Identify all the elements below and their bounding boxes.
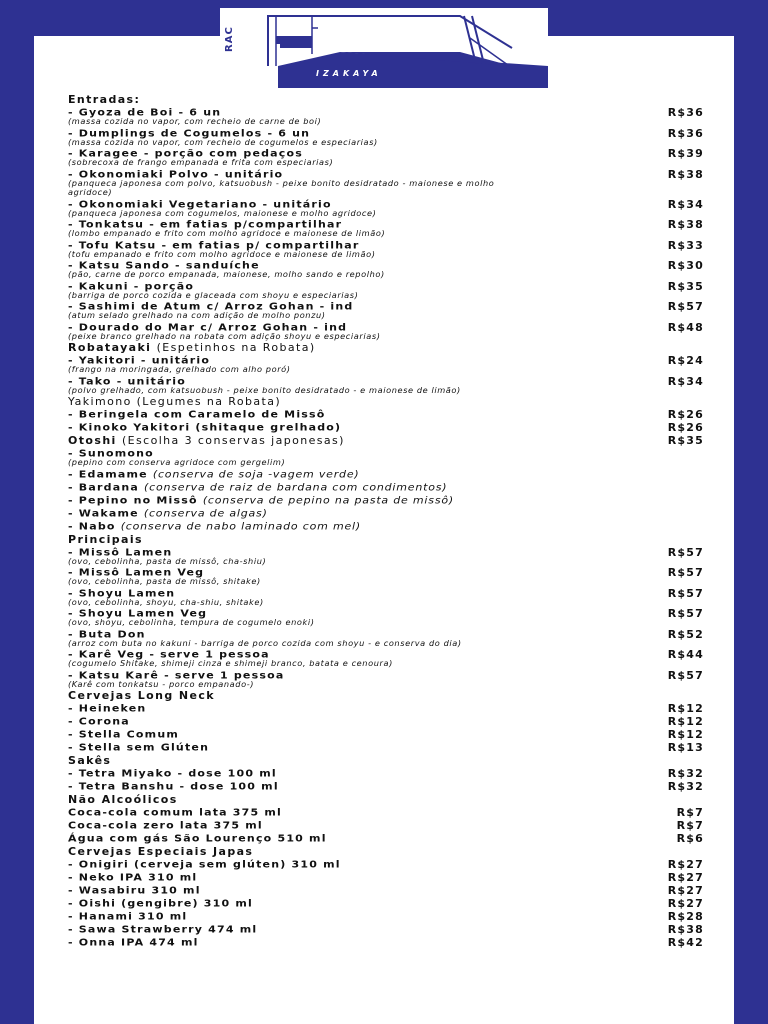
menu-item <box>68 494 710 507</box>
menu-item <box>68 715 710 728</box>
item-name <box>68 198 710 210</box>
menu-item <box>68 218 710 239</box>
section-title: Sakês <box>68 754 112 767</box>
section-heading <box>68 533 710 546</box>
item-description: (peixe branco grelhado na robata com adição shoyu e especiarias) <box>68 330 381 341</box>
item-description: (conserva de algas) <box>143 507 268 519</box>
item-name <box>68 833 710 845</box>
item-name-text: - Stella sem Glúten <box>68 741 210 754</box>
item-name <box>68 820 710 832</box>
menu-item <box>68 127 710 148</box>
item-name-text: Água com gás São Lourenço 510 ml <box>68 832 327 845</box>
menu-list <box>68 93 710 949</box>
menu-item <box>68 421 710 434</box>
item-name <box>68 494 710 506</box>
item-name <box>68 468 710 480</box>
item-price: R$33 <box>667 238 704 252</box>
section-subtitle: Yakimono (Legumes na Robata) <box>68 395 282 408</box>
item-name-text: - Kakuni - porção <box>68 280 195 292</box>
section-heading <box>68 845 710 858</box>
logo-text: IZAKAYA <box>316 69 382 78</box>
item-name <box>68 924 710 936</box>
menu-item <box>68 106 710 127</box>
item-price: R$48 <box>667 320 704 334</box>
item-name <box>68 321 710 333</box>
logo-graphic <box>220 8 548 92</box>
menu-item <box>68 607 710 628</box>
menu-item <box>68 168 710 198</box>
item-name <box>68 911 710 923</box>
menu-item <box>68 741 710 754</box>
item-price: R$38 <box>667 167 704 181</box>
item-name <box>68 781 710 793</box>
item-price: R$12 <box>667 702 704 715</box>
item-name-text: - Missô Lamen <box>68 546 173 558</box>
item-price: R$57 <box>667 607 704 620</box>
section-heading <box>68 395 710 408</box>
menu-item <box>68 198 710 219</box>
menu-item <box>68 375 710 396</box>
menu-item <box>68 147 710 168</box>
item-name <box>68 355 710 367</box>
item-name-text: - Wasabiru 310 ml <box>68 884 201 897</box>
item-name <box>68 567 710 579</box>
menu-item <box>68 936 710 949</box>
item-name-text: - Sawa Strawberry 474 ml <box>68 923 258 936</box>
item-name-text: - Sashimi de Atum c/ Arroz Gohan - ind <box>68 300 354 313</box>
item-price: R$39 <box>667 147 704 160</box>
item-price: R$7 <box>676 806 704 819</box>
item-price: R$57 <box>667 545 704 559</box>
item-description: (pão, carne de porco empanada, maionese, molho sando e repolho) <box>68 269 385 279</box>
item-name-text: - Tetra Miyako - dose 100 ml <box>68 767 277 780</box>
section-title: Otoshi <box>68 434 117 447</box>
menu-item <box>68 832 710 845</box>
section-heading <box>68 754 710 767</box>
menu-item <box>68 481 710 494</box>
item-price: R$32 <box>667 780 704 793</box>
item-name <box>68 729 710 741</box>
menu-item <box>68 259 710 280</box>
item-price: R$6 <box>676 832 704 845</box>
section-title: Robatayaki <box>68 341 152 354</box>
menu-item <box>68 239 710 260</box>
item-price: R$42 <box>667 936 704 949</box>
item-description: (arroz com buta no kakuni - barriga de porco cozida com shoyu - e conserva do dia) <box>68 637 462 648</box>
item-name <box>68 628 710 640</box>
item-name-text: - Onigiri (cerveja sem glúten) 310 ml <box>68 858 341 871</box>
item-name-text: - Karê Veg - serve 1 pessoa <box>68 648 270 661</box>
item-name-text: - Beringela com Caramelo de Missô <box>68 408 326 421</box>
item-description: (conserva de nabo laminado com mel) <box>120 520 361 532</box>
item-name-text: - Hanami 310 ml <box>68 910 188 923</box>
item-name-text: - Dourado do Mar c/ Arroz Gohan - ind <box>68 321 348 333</box>
item-name-text: - Stella Comum <box>68 728 180 741</box>
item-price: R$34 <box>667 197 704 211</box>
menu-item <box>68 354 710 375</box>
section-heading <box>68 93 710 106</box>
item-name <box>68 703 710 715</box>
item-price: R$26 <box>667 421 704 434</box>
item-price: R$12 <box>667 715 704 728</box>
section-price: R$35 <box>667 434 704 447</box>
item-description: (conserva de pepino na pasta de missô) <box>202 494 454 506</box>
item-name-text: - Okonomiaki Vegetariano - unitário <box>68 198 332 210</box>
item-description: (ovo, cebolinha, pasta de missô, cha-shiu) <box>68 555 267 566</box>
item-name-text: - Tetra Banshu - dose 100 ml <box>68 780 279 793</box>
menu-item <box>68 728 710 741</box>
item-name <box>68 669 710 681</box>
item-name-text: Coca-cola comum lata 375 ml <box>68 806 283 819</box>
menu-item <box>68 408 710 421</box>
menu-item <box>68 819 710 832</box>
section-heading <box>68 341 710 354</box>
item-description: (barriga de porco cozida e glaceada com shoyu e especiarias) <box>68 289 359 300</box>
item-description: (conserva de soja -vagem verde) <box>152 468 360 480</box>
item-price: R$38 <box>667 923 704 936</box>
item-price: R$57 <box>667 566 704 579</box>
item-name <box>68 301 710 313</box>
menu-item <box>68 468 710 481</box>
item-description: (tofu empanado e frito com molho agridoce e maionese de limão) <box>68 248 376 259</box>
item-name-text: - Katsu Sando - sanduíche <box>68 259 260 272</box>
item-name-text: - Buta Don <box>68 628 146 640</box>
item-name <box>68 587 710 599</box>
menu-item <box>68 321 710 342</box>
item-name <box>68 898 710 910</box>
menu-item <box>68 871 710 884</box>
menu-item <box>68 507 710 520</box>
section-heading <box>68 793 710 806</box>
item-name-text: - Tonkatsu - em fatias p/compartilhar <box>68 218 343 231</box>
menu-item <box>68 702 710 715</box>
menu-item <box>68 923 710 936</box>
item-price: R$26 <box>667 408 704 421</box>
item-name <box>68 260 710 272</box>
item-price: R$38 <box>667 218 704 231</box>
item-price: R$27 <box>667 897 704 910</box>
item-name <box>68 375 710 387</box>
item-name-text: - Oishi (gengibre) 310 ml <box>68 897 253 910</box>
item-name <box>68 716 710 728</box>
item-name <box>68 148 710 160</box>
menu-item <box>68 546 710 567</box>
item-price: R$35 <box>667 279 704 293</box>
item-name <box>68 546 710 558</box>
menu-item <box>68 806 710 819</box>
menu-item <box>68 628 710 649</box>
section-title: Entradas: <box>68 93 141 106</box>
logo-side-text: RAC <box>224 26 235 52</box>
section-subtitle: (Espetinhos na Robata) <box>156 341 316 354</box>
item-name-text: - Bardana <box>68 481 139 493</box>
item-price: R$44 <box>667 648 704 661</box>
item-price: R$57 <box>667 300 704 313</box>
item-description: (massa cozida no vapor, com recheio de cogumelos e especiarias) <box>68 136 378 147</box>
item-description: (panqueca japonesa com cogumelos, maionese e molho agridoce) <box>68 207 377 218</box>
item-name <box>68 520 710 532</box>
item-price: R$36 <box>667 106 704 119</box>
item-price: R$27 <box>667 858 704 871</box>
item-name-text: - Yakitori - unitário <box>68 354 211 367</box>
item-description: (atum selado grelhado na com adição de molho ponzu) <box>68 310 326 320</box>
item-name-text: - Onna IPA 474 ml <box>68 936 199 949</box>
item-name <box>68 937 710 949</box>
item-name <box>68 608 710 620</box>
item-price: R$28 <box>667 910 704 923</box>
menu-item <box>68 897 710 910</box>
item-name-text: - Pepino no Missô <box>68 494 198 506</box>
item-name-text: - Tako - unitário <box>68 375 186 387</box>
menu-item <box>68 587 710 608</box>
section-title: Cervejas Especiais Japas <box>68 845 254 858</box>
item-name <box>68 807 710 819</box>
item-name-text: - Karagee - porção com pedaços <box>68 147 304 160</box>
menu-item <box>68 858 710 871</box>
item-name-text: - Shoyu Lamen Veg <box>68 607 208 620</box>
section-heading <box>68 434 710 447</box>
menu-item <box>68 566 710 587</box>
item-name-text: - Katsu Karê - serve 1 pessoa <box>68 669 285 681</box>
item-name-text: - Nabo <box>68 520 116 532</box>
item-description: (ovo, cebolinha, shoyu, cha-shiu, shitake) <box>68 596 264 607</box>
menu-item <box>68 300 710 321</box>
item-name-text: - Missô Lamen Veg <box>68 566 205 579</box>
item-name-text: - Sunomono <box>68 447 154 460</box>
item-description: (pepino com conserva agridoce com gergelim) <box>68 457 286 467</box>
item-price: R$13 <box>667 741 704 754</box>
section-heading <box>68 689 710 702</box>
item-price: R$57 <box>667 586 704 600</box>
item-price: R$57 <box>667 668 704 682</box>
item-name <box>68 168 710 180</box>
section-title: Não Alcoólicos <box>68 793 178 806</box>
item-name <box>68 885 710 897</box>
menu-item <box>68 910 710 923</box>
menu-item <box>68 280 710 301</box>
item-name-text: - Edamame <box>68 468 148 480</box>
item-name-text: - Gyoza de Boi - 6 un <box>68 106 222 119</box>
item-name <box>68 127 710 139</box>
section-title: Cervejas Long Neck <box>68 689 215 702</box>
item-name <box>68 409 710 421</box>
menu-item <box>68 780 710 793</box>
menu-item <box>68 447 710 468</box>
item-price: R$32 <box>667 767 704 780</box>
item-description: (ovo, shoyu, cebolinha, tempura de cogumelo enoki) <box>68 617 315 627</box>
item-name <box>68 448 710 460</box>
menu-item <box>68 767 710 780</box>
item-name-text: - Okonomiaki Polvo - unitário <box>68 168 284 180</box>
item-price: R$7 <box>676 819 704 832</box>
item-price: R$30 <box>667 259 704 272</box>
item-name-text: - Neko IPA 310 ml <box>68 871 198 884</box>
item-description: (Karê com tonkatsu - porco empanado-) <box>68 678 255 689</box>
item-price: R$24 <box>667 354 704 367</box>
item-description: (ovo, cebolinha, pasta de missô, shitake) <box>68 576 261 586</box>
item-description: (massa cozida no vapor, com recheio de carne de boi) <box>68 116 322 126</box>
item-description: (sobrecoxa de frango empanada e frita com especiarias) <box>68 157 334 167</box>
item-name-text: - Wakame <box>68 507 139 519</box>
item-name <box>68 859 710 871</box>
item-name-text: Coca-cola zero lata 375 ml <box>68 819 263 832</box>
item-name <box>68 481 710 493</box>
item-name-text: - Shoyu Lamen <box>68 587 176 599</box>
menu-item <box>68 648 710 669</box>
item-description: (panqueca japonesa com polvo, katsuobush - peixe bonito desidratado - maionese e molho agridoce) <box>68 177 495 197</box>
item-name <box>68 649 710 661</box>
item-description: (conserva de raiz de bardana com condimentos) <box>144 481 448 493</box>
item-price: R$27 <box>667 871 704 884</box>
item-name-text: - Dumplings de Cogumelos - 6 un <box>68 127 311 139</box>
item-price: R$36 <box>667 126 704 140</box>
item-name-text: - Corona <box>68 715 130 728</box>
item-name <box>68 507 710 519</box>
menu-item <box>68 669 710 690</box>
item-description: (polvo grelhado, com katsuobush - peixe bonito desidratado - e maionese de limão) <box>68 384 461 395</box>
item-price: R$12 <box>667 728 704 741</box>
item-name <box>68 742 710 754</box>
item-price: R$52 <box>667 627 704 641</box>
section-title: Principais <box>68 532 143 546</box>
item-price: R$34 <box>667 374 704 388</box>
logo <box>220 8 548 92</box>
item-description: (cogumelo Shitake, shimeji cinza e shimeji branco, batata e cenoura) <box>68 658 393 668</box>
item-name <box>68 239 710 251</box>
item-name <box>68 219 710 231</box>
item-name <box>68 872 710 884</box>
item-name <box>68 422 710 434</box>
menu-item <box>68 520 710 533</box>
item-name-text: - Heineken <box>68 702 147 715</box>
item-name <box>68 768 710 780</box>
item-price: R$27 <box>667 884 704 897</box>
menu-item <box>68 884 710 897</box>
item-description: (frango na moringada, grelhado com alho poró) <box>68 364 291 374</box>
item-name <box>68 280 710 292</box>
item-name <box>68 107 710 119</box>
item-description: (lombo empanado e frito com molho agridoce e maionese de limão) <box>68 228 386 238</box>
item-name-text: - Tofu Katsu - em fatias p/ compartilhar <box>68 239 360 251</box>
item-name-text: - Kinoko Yakitori (shitaque grelhado) <box>68 421 342 434</box>
section-subtitle: (Escolha 3 conservas japonesas) <box>121 434 345 447</box>
